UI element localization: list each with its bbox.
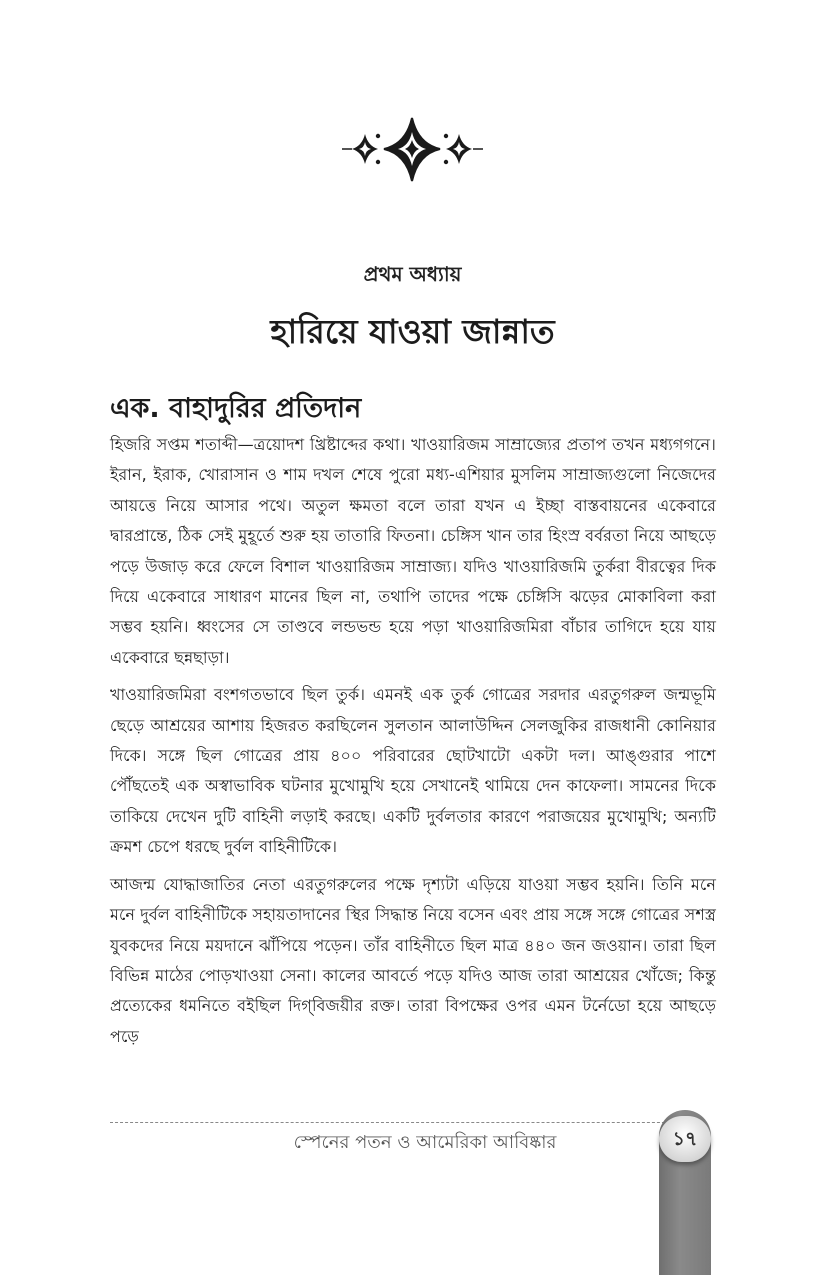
body-text (110, 430, 716, 1059)
section-heading: এক. বাহাদুরির প্রতিদান (110, 393, 362, 424)
paragraph-2: খাওয়ারিজমিরা বংশগতভাবে ছিল তুর্ক। এমনই এক তুর্ক গোত্রের সরদার এরতুগরুল জন্মভূমি ছেড়ে আশ্রয়ের আশায় হিজরত করছিলেন সুলতান আলাউদ্দিন সেলজুকির রাজধানী কোনিয়ার দিকে। সঙ্গে ছিল গোত্রের প্রায় ৪০০ পরিবারের ছোটখাটো একটা দল। আঙ্গুরার পাশে পৌঁছতেই এক অস্বাভাবিক ঘটনার মুখোমুখি হয়ে সেখানেই থামিয়ে দেন কাফেলা। সামনের দিকে তাকিয়ে দেখেন দুটি বাহিনী লড়াই করছে। একটি দুর্বলতার কারণে পরাজয়ের মুখোমুখি; অন্যটি ক্রমশ চেপে ধরছে দুর্বল বাহিনীটিকে। (110, 685, 716, 857)
chapter-title: হারিয়ে যাওয়া জান্নাত (270, 312, 555, 351)
four-point-star-ornament-icon (340, 112, 485, 187)
chapter-label: প্রথম অধ্যায় (363, 262, 462, 286)
footer-divider (110, 1122, 680, 1123)
page-number: ১৭ (659, 1116, 711, 1162)
paragraph-3: আজন্ম যোদ্ধাজাতির নেতা এরতুগরুলের পক্ষে দৃশ্যটা এড়িয়ে যাওয়া সম্ভব হয়নি। তিনি মনে মনে দুর্বল বাহিনীটিকে সহায়তাদানের স্থির সিদ্ধান্ত নিয়ে বসেন এবং প্রায় সঙ্গে সঙ্গে গোত্রের সশস্ত্র যুবকদের নিয়ে ময়দানে ঝাঁপিয়ে পড়েন। তাঁর বাহিনীতে ছিল মাত্র ৪৪০ জন জওয়ান। তারা ছিল বিভিন্ন মাঠের পোড়খাওয়া সেনা। কালের আবর্তে পড়ে যদিও আজ তারা আশ্রয়ের খোঁজে; কিন্তু প্রত্যেকের ধমনিতে বইছিল দিগ্‌বিজয়ীর রক্ত। তারা বিপক্ষের ওপর এমন টর্নেডো হয়ে আছড়ে পড়ে (110, 874, 716, 1046)
paragraph-1: হিজরি সপ্তম শতাব্দী—ত্রয়োদশ খ্রিষ্টাব্দের কথা। খাওয়ারিজম সাম্রাজ্যের প্রতাপ তখন মধ্যগগনে। ইরান, ইরাক, খোরাসান ও শাম দখল শেষে পুরো মধ্য-এশিয়ার মুসলিম সাম্রাজ্যগুলো নিজেদের আয়ত্তে নিয়ে আসার পথে। অতুল ক্ষমতা বলে তারা যখন এ ইচ্ছা বাস্তবায়নের একেবারে দ্বারপ্রান্তে, ঠিক সেই মুহূর্তে শুরু হয় তাতারি ফিতনা। চেঙ্গিস খান তার হিংস্র বর্বরতা নিয়ে আছড়ে পড়ে উজাড় করে ফেলে বিশাল খাওয়ারিজম সাম্রাজ্য। যদিও খাওয়ারিজমি তুর্করা বীরত্বের দিক দিয়ে একেবারে সাধারণ মানের ছিল না, তথাপি তাদের পক্ষে চেঙ্গিসি ঝড়ের মোকাবিলা করা সম্ভব হয়নি। ধ্বংসের সে তাণ্ডবে লন্ডভন্ড হয়ে পড়া খাওয়ারিজমিরা বাঁচার তাগিদে হয়ে যায় একেবারে ছন্নছাড়া। (110, 435, 716, 667)
footer-book-title: স্পেনের পতন ও আমেরিকা আবিষ্কার (293, 1132, 557, 1153)
